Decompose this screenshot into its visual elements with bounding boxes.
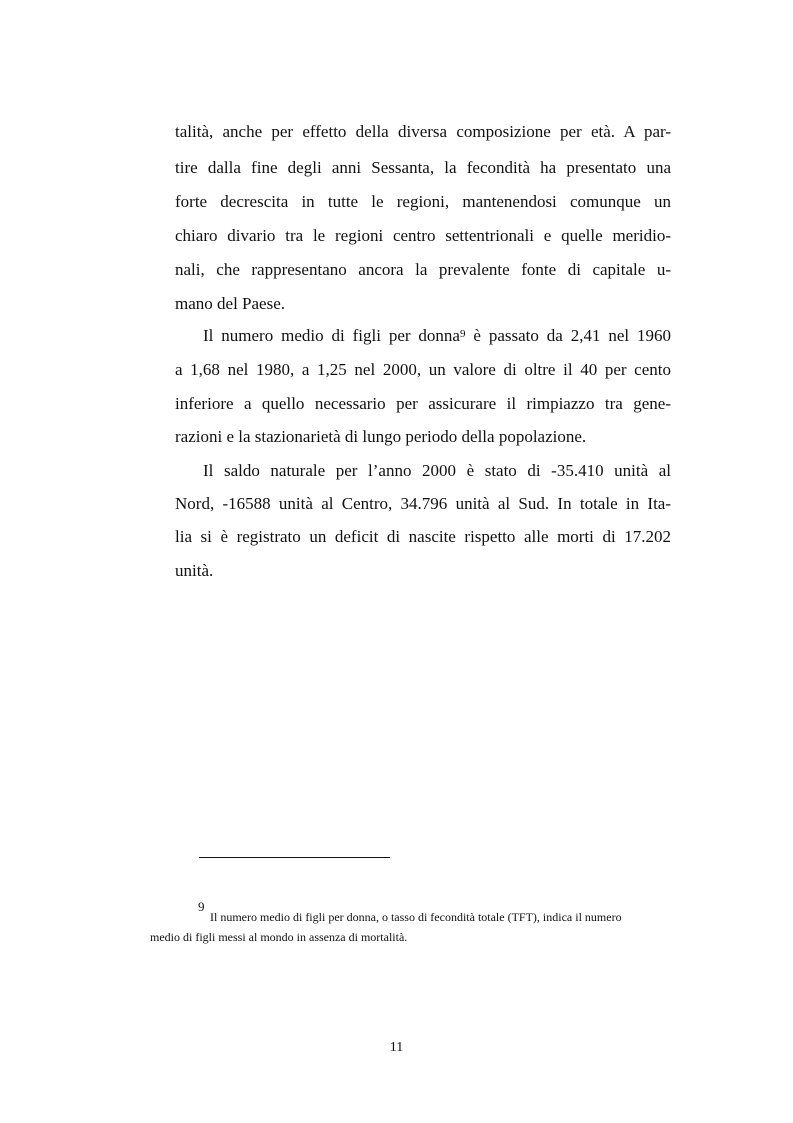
body-line: unità. bbox=[175, 561, 214, 580]
body-text: è passato da 2,41 nel 1960 bbox=[473, 326, 672, 345]
body-line: forte decrescita in tutte le regioni, mantenendosi comunque un bbox=[175, 192, 671, 211]
body-line: inferiore a quello necessario per assicurare il rimpiazzo tra gene- bbox=[175, 394, 671, 413]
body-line: mano del Paese. bbox=[175, 294, 285, 313]
body-line: nali, che rappresentano ancora la prevalente fonte di capitale u- bbox=[175, 260, 671, 279]
footnote-text-line: medio di figli messi al mondo in assenza di mortalità. bbox=[150, 930, 408, 944]
body-line: talità, anche per effetto della diversa composizione per età. A par- bbox=[175, 122, 671, 141]
body-line: Il saldo naturale per l’anno 2000 è stato di -35.410 unità al bbox=[203, 461, 671, 480]
body-text: Il numero medio di figli per donna bbox=[203, 326, 460, 345]
footnote-text-line: Il numero medio di figli per donna, o tasso di fecondità totale (TFT), indica il numero bbox=[210, 910, 622, 924]
body-line: razioni e la stazionarietà di lungo periodo della popolazione. bbox=[175, 427, 587, 446]
page-number: 11 bbox=[389, 1040, 404, 1055]
footnote-reference: 9 bbox=[459, 328, 466, 340]
body-line: Nord, -16588 unità al Centro, 34.796 unità al Sud. In totale in Ita- bbox=[175, 494, 671, 513]
body-line: a 1,68 nel 1980, a 1,25 nel 2000, un valore di oltre il 40 per cento bbox=[175, 360, 671, 379]
body-line: lia si è registrato un deficit di nascite rispetto alle morti di 17.202 bbox=[175, 527, 671, 546]
body-line: tire dalla fine degli anni Sessanta, la fecondità ha presentato una bbox=[175, 158, 671, 177]
body-line-with-footnote bbox=[203, 326, 671, 346]
footnote-separator bbox=[199, 857, 390, 858]
body-line: chiaro divario tra le regioni centro settentrionali e quelle meridio- bbox=[175, 226, 671, 245]
footnote-number: 9 bbox=[198, 899, 205, 914]
